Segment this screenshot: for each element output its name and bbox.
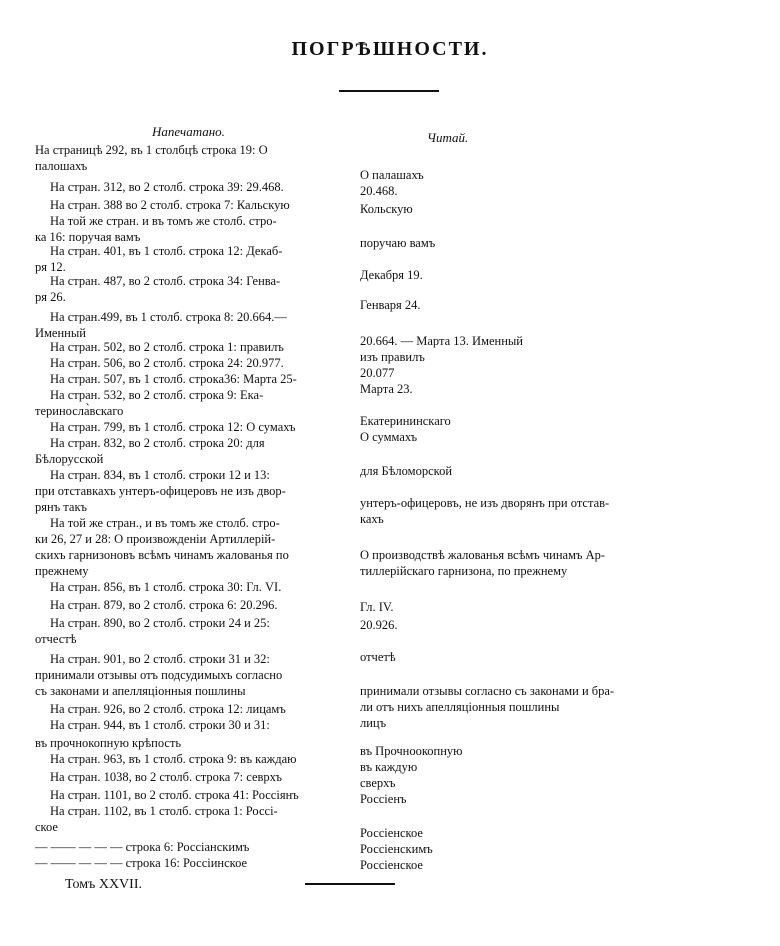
header-printed: Напечатано. xyxy=(152,124,225,139)
printed-line: На стран. 312, во 2 столб. строка 39: 29.468. xyxy=(50,180,284,194)
printed-line: Именный xyxy=(35,326,86,340)
printed-line: съ законами и апелляціонныя пошлины xyxy=(35,684,246,698)
printed-line: На той же стран. и въ томъ же столб. стро- xyxy=(50,214,277,228)
printed-line: отчестѣ xyxy=(35,632,77,646)
correction-line: кахъ xyxy=(360,512,384,526)
correction-line: Россіенское xyxy=(360,826,423,840)
printed-line: На стран. 832, во 2 столб. строка 20: для xyxy=(50,436,265,450)
correction-line: 20.468. xyxy=(360,184,398,198)
printed-line: На страницѣ 292, въ 1 столбцѣ строка 19: О xyxy=(35,143,268,157)
correction-line: О суммахъ xyxy=(360,430,418,444)
correction-line: сверхъ xyxy=(360,776,396,790)
printed-line: Бѣлорусской xyxy=(35,452,104,466)
printed-line: при отставкахъ унтеръ-офицеровъ не изъ двор- xyxy=(35,484,286,498)
printed-line: На стран. 1038, во 2 столб. строка 7: севрхъ xyxy=(50,770,282,784)
correction-line: въ Прочноокопную xyxy=(360,744,463,758)
correction-line: Россіенъ xyxy=(360,792,407,806)
printed-line: На стран.499, въ 1 столб. строка 8: 20.664.— xyxy=(50,310,287,324)
correction-line: поручаю вамъ xyxy=(360,236,436,250)
correction-line: 20.926. xyxy=(360,618,398,632)
printed-line: палошахъ xyxy=(35,159,88,173)
correction-line: унтеръ-офицеровъ, не изъ дворянъ при отстав- xyxy=(360,496,610,510)
correction-line: 20.077 xyxy=(360,366,395,380)
printed-line: ря 26. xyxy=(35,290,66,304)
printed-line: На стран. 487, во 2 столб. строка 34: Генва- xyxy=(50,274,281,288)
printed-line: На стран. 502, во 2 столб. строка 1: правилъ xyxy=(50,340,284,354)
header-read: Читай. xyxy=(427,130,469,145)
printed-line: принимали отзывы отъ подсудимыхъ согласно xyxy=(35,668,283,682)
correction-line: О палашахъ xyxy=(360,168,424,182)
footer-volume: Томъ XXVII. xyxy=(65,877,142,892)
printed-line: ря 12. xyxy=(35,260,66,274)
printed-line: териносла̀вскаго xyxy=(35,404,124,418)
printed-line: На стран. 901, во 2 столб. строки 31 и 32: xyxy=(50,652,270,666)
correction-line: Екатерининскаго xyxy=(360,414,451,428)
correction-line: Россіенское xyxy=(360,858,423,872)
correction-line: О производствѣ жалованья всѣмъ чинамъ Ар- xyxy=(360,548,606,562)
title-rule xyxy=(339,90,439,92)
printed-line: На стран. 856, въ 1 столб. строка 30: Гл. VI. xyxy=(50,580,282,594)
printed-line: ки 26, 27 и 28: О произвожденіи Артиллерій- xyxy=(35,532,276,546)
printed-line: На стран. 507, въ 1 столб. строка36: Марта 25- xyxy=(50,372,297,386)
correction-line: въ каждую xyxy=(360,760,418,774)
printed-line: скихъ гарнизоновъ всѣмъ чинамъ жалованья по xyxy=(35,548,289,562)
correction-line: Декабря 19. xyxy=(360,268,423,282)
printed-line: рянъ такъ xyxy=(35,500,87,514)
correction-line: отчетѣ xyxy=(360,650,396,664)
correction-line: изъ правилъ xyxy=(360,350,425,364)
printed-line: На стран. 799, въ 1 столб. строка 12: О сумахъ xyxy=(50,420,296,434)
printed-line: На стран. 506, во 2 столб. строка 24: 20.977. xyxy=(50,356,284,370)
correction-line: для Бѣломорской xyxy=(360,464,453,478)
printed-line: На стран. 388 во 2 столб. строка 7: Кальскую xyxy=(50,198,290,212)
correction-line: принимали отзывы согласно съ законами и бра- xyxy=(360,684,615,698)
printed-line: прежнему xyxy=(35,564,89,578)
footer-rule xyxy=(305,883,395,885)
printed-line: — —— — — — строка 6: Россіанскимъ xyxy=(35,840,250,854)
correction-line: ли отъ нихъ апелляціонныя пошлины xyxy=(360,700,560,714)
printed-line: ка 16: поручая вамъ xyxy=(35,230,141,244)
printed-line: На той же стран., и въ томъ же столб. стро- xyxy=(50,516,280,530)
printed-line: На стран. 1102, въ 1 столб. строка 1: Россі- xyxy=(50,804,278,818)
printed-line: На стран. 532, во 2 столб. строка 9: Ека- xyxy=(50,388,264,402)
printed-line: На стран. 926, во 2 столб. строка 12: лицамъ xyxy=(50,702,286,716)
correction-line: Россіенскимъ xyxy=(360,842,433,856)
printed-line: На стран. 944, въ 1 столб. строки 30 и 31: xyxy=(50,718,270,732)
printed-line: — —— — — — строка 16: Россіинское xyxy=(35,856,248,870)
printed-line: На стран. 401, въ 1 столб. строка 12: Декаб- xyxy=(50,244,283,258)
page-title: ПОГРѢШНОСТИ. xyxy=(291,38,489,60)
printed-line: На стран. 879, во 2 столб. строка 6: 20.296. xyxy=(50,598,278,612)
printed-line: На стран. 834, въ 1 столб. строки 12 и 13: xyxy=(50,468,270,482)
correction-line: тиллерійскаго гарнизона, по прежнему xyxy=(360,564,568,578)
printed-line: На стран. 1101, во 2 столб. строка 41: Россіянъ xyxy=(50,788,299,802)
correction-line: лицъ xyxy=(360,716,387,730)
printed-line: въ прочнокопную крѣпость xyxy=(35,736,182,750)
correction-line: Кольскую xyxy=(360,202,413,216)
printed-line: На стран. 890, во 2 столб. строки 24 и 25: xyxy=(50,616,270,630)
printed-line: ское xyxy=(35,820,58,834)
correction-line: Гл. IV. xyxy=(360,600,394,614)
correction-line: 20.664. — Марта 13. Именный xyxy=(360,334,523,348)
correction-line: Генваря 24. xyxy=(360,298,421,312)
correction-line: Марта 23. xyxy=(360,382,413,396)
printed-line: На стран. 963, въ 1 столб. строка 9: въ каждаю xyxy=(50,752,297,766)
